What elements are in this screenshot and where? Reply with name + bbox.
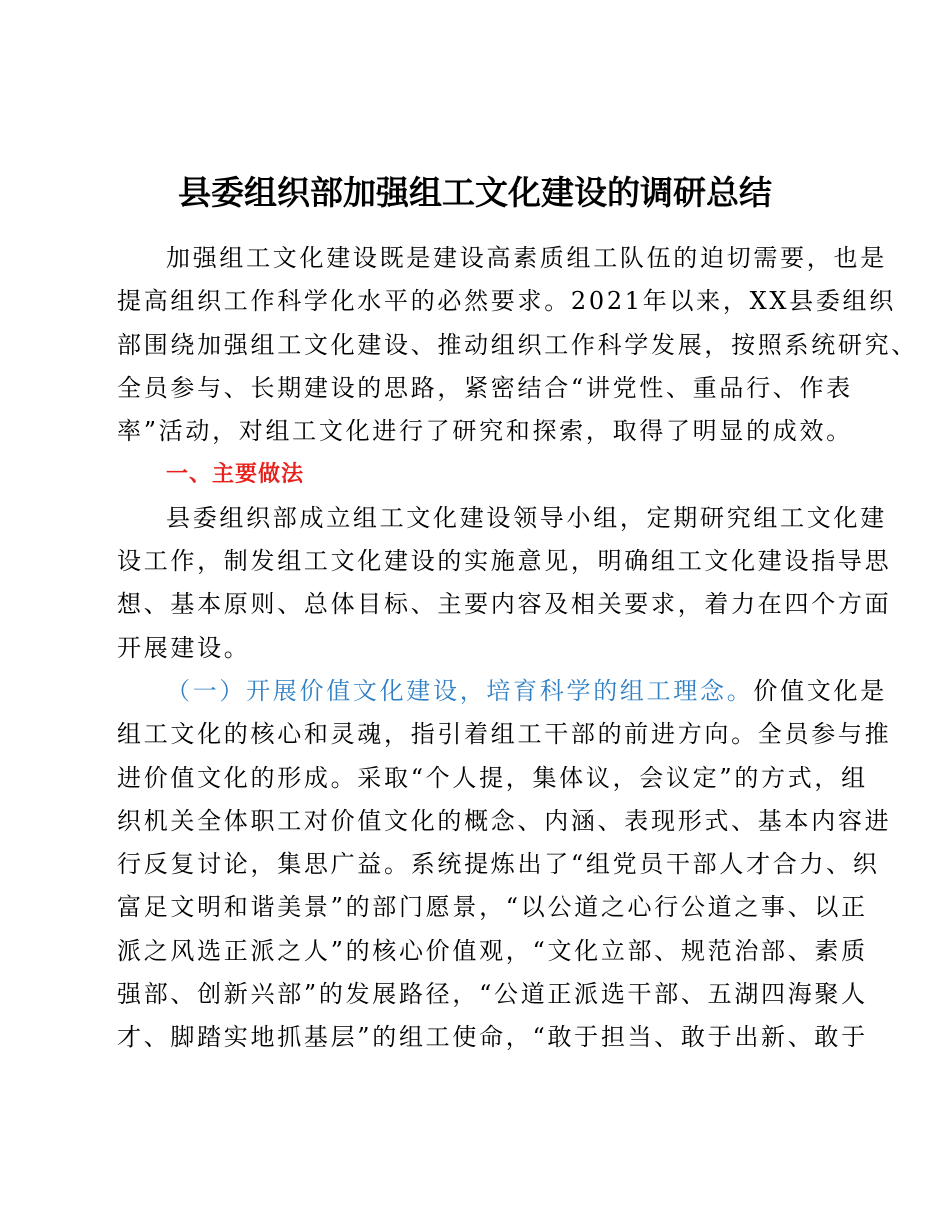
- subsection-heading: （一）开展价值文化建设，培育科学的组工理念。: [166, 676, 754, 705]
- text-line: 提高组织工作科学化水平的必然要求。2021年以来，XX县委组织: [117, 287, 896, 316]
- text-line: 派之风选正派之人”的核心价值观，“文化立部、规范治部、素质: [117, 936, 868, 965]
- text-line: 进价值文化的形成。采取“个人提，集体议，会议定”的方式，组: [117, 763, 868, 792]
- text-line: 行反复讨论，集思广益。系统提炼出了“组党员干部人才合力、织: [117, 850, 880, 879]
- text-line: 全员参与、长期建设的思路，紧密结合“讲党性、重品行、作表: [117, 373, 853, 402]
- text-line: 强部、创新兴部”的发展路径，“公道正派选干部、五湖四海聚人: [117, 980, 868, 1009]
- subsection-lead-text: 价值文化是: [753, 676, 887, 705]
- intro-paragraph: [117, 237, 918, 453]
- text-line: 县委组织部成立组工文化建设领导小组，定期研究组工文化建: [166, 503, 887, 532]
- subsection-paragraph: [117, 670, 892, 1060]
- text-line: 率”活动，对组工文化进行了研究和探索，取得了明显的成效。: [117, 417, 853, 446]
- document-title: 县委组织部加强组工文化建设的调研总结: [178, 173, 772, 212]
- section-heading: 一、主要做法: [166, 462, 305, 488]
- text-line: 才、脚踏实地抓基层”的组工使命，“敢于担当、敢于出新、敢于: [117, 1023, 868, 1052]
- text-line: 部围绕加强组工文化建设、推动组织工作科学发展，按照系统研究、: [117, 330, 918, 359]
- text-line: 加强组工文化建设既是建设高素质组工队伍的迫切需要，也是: [166, 244, 887, 272]
- text-line: 设工作，制发组工文化建设的实施意见，明确组工文化建设指导思: [117, 547, 892, 576]
- text-line: [117, 670, 887, 713]
- document-body: [117, 237, 918, 1060]
- section-intro-paragraph: [117, 497, 892, 670]
- text-line: 开展建设。: [117, 633, 251, 662]
- text-line: 组工文化的核心和灵魂，指引着组工干部的前进方向。全员参与推: [117, 720, 892, 749]
- text-line: 想、基本原则、总体目标、主要内容及相关要求，着力在四个方面: [117, 590, 892, 619]
- text-line: 富足文明和谐美景”的部门愿景，“以公道之心行公道之事、以正: [117, 893, 868, 922]
- text-line: 织机关全体职工对价值文化的概念、内涵、表现形式、基本内容进: [117, 806, 892, 835]
